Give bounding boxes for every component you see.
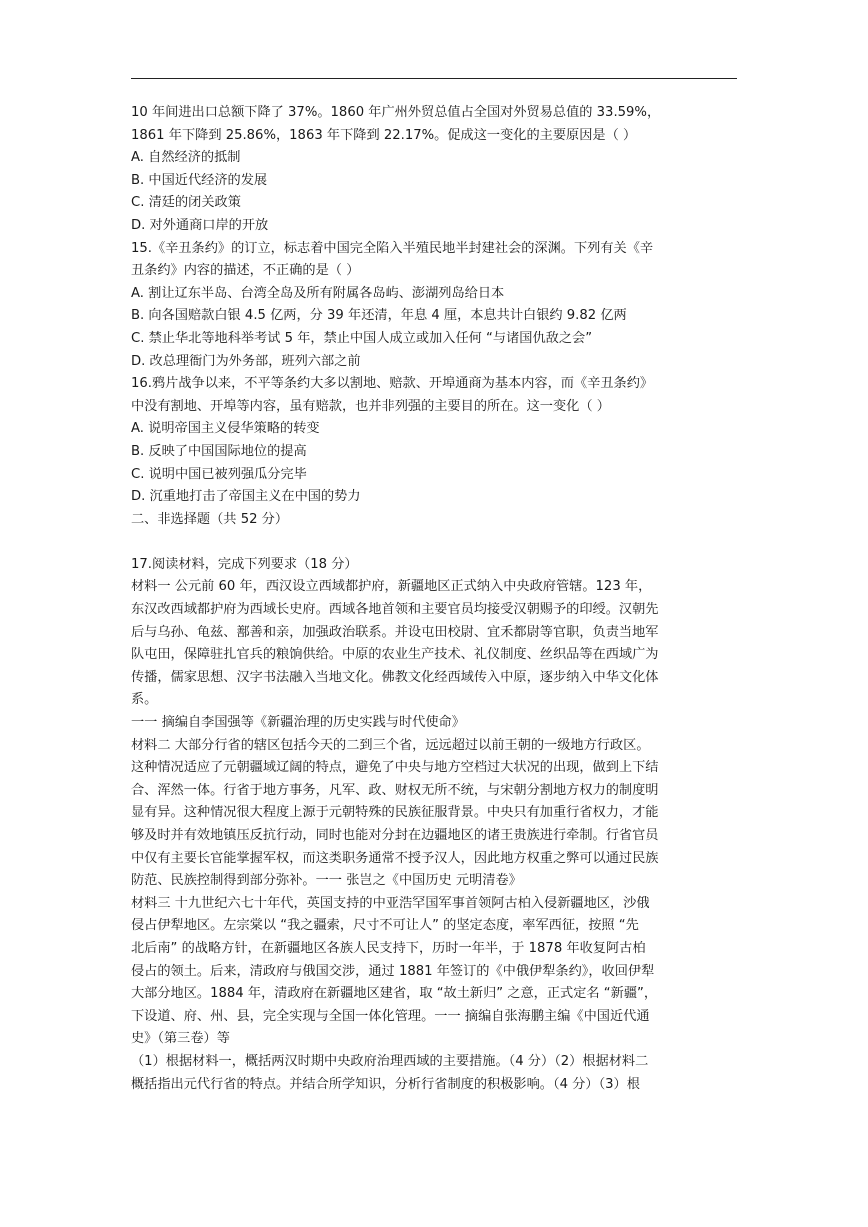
option-a: A. 割让辽东半岛、台湾全岛及所有附属各岛屿、澎湖列岛给日本 — [131, 285, 505, 301]
option-c: C. 禁止华北等地科举考试 5 年，禁止中国人成立或加入任何 “与诸国仇敌之会” — [131, 330, 593, 346]
text-line: 侵占的领土。后来，清政府与俄国交涉，通过 1881 年签订的《中俄伊犁条约》，收回伊犁 — [131, 963, 655, 979]
section-heading: 二、非选择题（共 52 分） — [131, 511, 289, 527]
text-line: 中仅有主要长官能掌握军权，而这类职务通常不授予汉人，因此地方权重之弊可以通过民族 — [131, 850, 659, 866]
option-c: C. 说明中国已被列强瓜分完毕 — [131, 466, 307, 482]
text-line: 防范、民族控制得到部分弥补。一一 张岂之《中国历史 元明清卷》 — [131, 873, 522, 889]
text-line: 后与乌孙、龟兹、鄯善和亲，加强政治联系。并设屯田校尉、宜禾都尉等官职，负责当地军 — [131, 624, 659, 640]
text-line: 东汉改西域都护府为西域长史府。西域各地首领和主要官员均接受汉朝赐予的印绶。汉朝先 — [131, 602, 659, 618]
text-line: 大部分地区。1884 年，清政府在新疆地区建省，取 “故土新归” 之意，正式定名 “新疆”， — [131, 986, 658, 1002]
text-line: 下设道、府、州、县，完全实现与全国一体化管理。一一 摘编自张海鹏主编《中国近代通 — [131, 1008, 650, 1024]
material-1: 材料一 公元前 60 年，西汉设立西域都护府，新疆地区正式纳入中央政府管辖。123 年， — [131, 579, 652, 595]
option-d: D. 改总理衙门为外务部，班列六部之前 — [131, 353, 361, 369]
question-17: 17.阅读材料，完成下列要求（18 分） — [131, 556, 358, 572]
text-line: 够及时并有效地镇压反抗行动，同时也能对分封在边疆地区的诸王贵族进行牵制。行省官员 — [131, 828, 659, 843]
sub-questions: （1）根据材料一，概括两汉时期中央政府治理西域的主要措施。（4 分）（2）根据材料二 — [131, 1053, 649, 1069]
option-c: C. 清廷的闭关政策 — [131, 195, 241, 211]
option-a: A. 自然经济的抵制 — [131, 150, 241, 166]
header-rule — [131, 78, 737, 79]
material-3: 材料三 十九世纪六七十年代，英国支持的中亚浩罕国军事首领阿古柏入侵新疆地区，沙俄 — [131, 895, 650, 911]
option-d: D. 沉重地打击了帝国主义在中国的势力 — [131, 489, 361, 505]
document-body — [131, 102, 739, 1096]
text-line: 史》（第三卷）等 — [131, 1031, 230, 1047]
text-line: 概括指出元代行省的特点。并结合所学知识，分析行省制度的积极影响。（4 分）（3）根 — [131, 1076, 640, 1092]
text-line: 1861 年下降到 25.86%，1863 年下降到 22.17%。促成这一变化的主要原因是（ ） — [131, 127, 637, 143]
text-line: 显有异。这种情况很大程度上源于元朝特殊的民族征服背景。中央只有加重行省权力，才能 — [131, 805, 659, 821]
question-16: 16.鸦片战争以来，不平等条约大多以割地、赔款、开埠通商为基本内容，而《辛丑条约》 — [131, 376, 654, 392]
option-b: B. 反映了中国国际地位的提高 — [131, 443, 307, 459]
text-line: 丑条约》内容的描述，不正确的是（ ） — [131, 263, 360, 279]
text-line: 传播，儒家思想、汉字书法融入当地文化。佛教文化经西域传入中原，逐步纳入中华文化体 — [131, 669, 659, 685]
text-line: 北后南” 的战略方针，在新疆地区各族人民支持下，历时一年半，于 1878 年收复阿古柏 — [131, 940, 646, 956]
option-b: B. 向各国赔款白银 4.5 亿两，分 39 年还清，年息 4 厘，本息共计白银约 9.82 亿两 — [131, 308, 627, 324]
material-2: 材料二 大部分行省的辖区包括今天的二到三个省，远远超过以前王朝的一级地方行政区。 — [131, 737, 650, 753]
text-line: 10 年间进出口总额下降了 37%。1860 年广州外贸总值占全国对外贸易总值的 33.59%， — [131, 105, 661, 120]
text-line: 中没有割地、开埠等内容，虽有赔款，也并非列强的主要目的所在。这一变化（ ） — [131, 398, 610, 414]
option-d: D. 对外通商口岸的开放 — [131, 217, 269, 233]
option-b: B. 中国近代经济的发展 — [131, 172, 268, 188]
text-line: 这种情况适应了元朝疆域辽阔的特点，避免了中央与地方空档过大状况的出现，做到上下结 — [131, 760, 659, 776]
blank-line — [131, 531, 739, 554]
source-citation: 一一 摘编自李国强等《新疆治理的历史实践与时代使命》 — [131, 715, 465, 731]
question-15: 15.《辛丑条约》的订立，标志着中国完全陷入半殖民地半封建社会的深渊。下列有关《辛 — [131, 240, 654, 256]
text-line: 侵占伊犁地区。左宗棠以 “我之疆索，尺寸不可让人” 的坚定态度，率军西征，按照 “先 — [131, 918, 639, 934]
option-a: A. 说明帝国主义侵华策略的转变 — [131, 421, 320, 437]
text-line: 队屯田，保障驻扎官兵的粮饷供给。中原的农业生产技术、礼仪制度、丝织品等在西域广为 — [131, 647, 659, 663]
text-line: 系。 — [131, 692, 158, 708]
text-line: 合、浑然一体。行省于地方事务，凡军、政、财权无所不统，与宋朝分割地方权力的制度明 — [131, 782, 659, 798]
